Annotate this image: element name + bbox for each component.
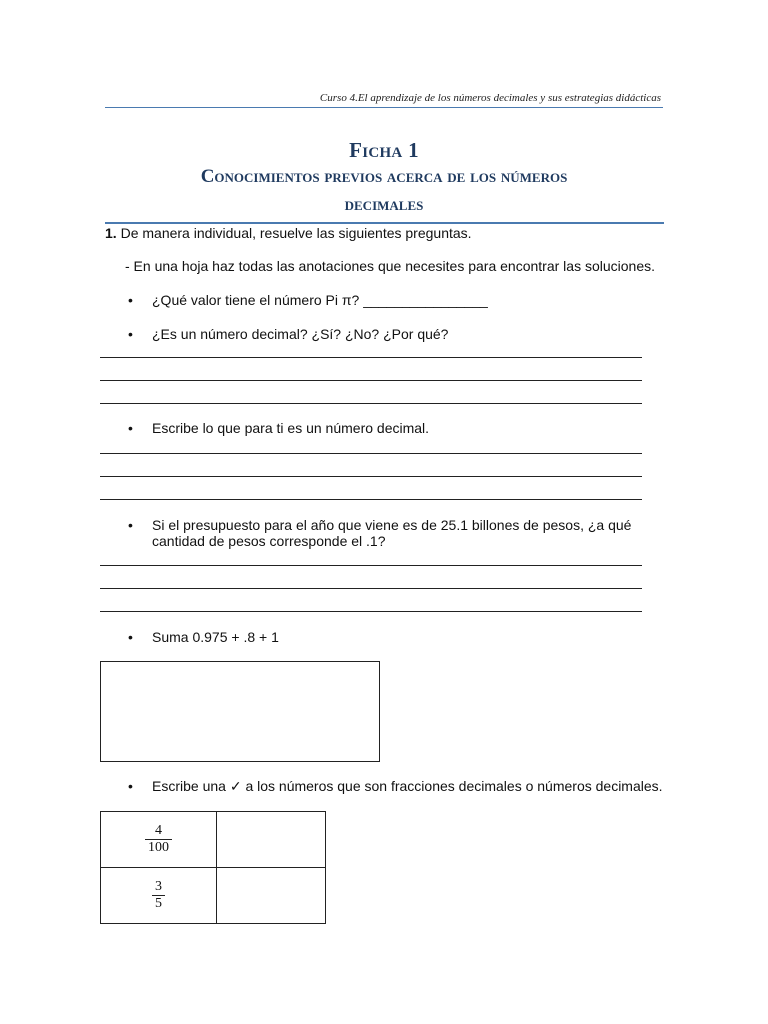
answer-line[interactable]: [100, 357, 642, 358]
page-title-line-2: decimales: [344, 194, 424, 215]
answer-line[interactable]: [100, 380, 642, 381]
sum-answer-box[interactable]: [100, 661, 380, 762]
fraction-numerator: 4: [155, 823, 162, 838]
fraction: [145, 823, 172, 856]
question-define-decimal: Escribe lo que para ti es un número decimal.: [152, 420, 430, 436]
fraction-denominator: 5: [152, 895, 165, 912]
bullet-icon: •: [128, 292, 133, 308]
question-check-decimals: Escribe una ✓ a los números que son fracciones decimales o números decimales.: [152, 778, 663, 794]
fraction-denominator: 100: [145, 839, 172, 856]
ficha-title: Ficha 1: [349, 138, 419, 162]
question-pi: ¿Qué valor tiene el número Pi π? ________________: [152, 292, 488, 308]
bullet-icon: •: [128, 778, 133, 794]
bullet-icon: •: [128, 517, 133, 533]
answer-line[interactable]: [100, 453, 642, 454]
table-row: [101, 868, 326, 924]
fraction-cell: [101, 812, 217, 868]
page-title-line-1: Conocimientos previos acerca de los números: [200, 166, 568, 187]
question-is-decimal: ¿Es un número decimal? ¿Sí? ¿No? ¿Por qué?: [152, 326, 449, 342]
question-budget-line-1: Si el presupuesto para el año que viene es de 25.1 billones de pesos, ¿a qué: [152, 517, 632, 533]
answer-line[interactable]: [100, 588, 642, 589]
answer-line[interactable]: [100, 611, 642, 612]
fraction-numerator: 3: [155, 879, 162, 894]
fractions-table: [100, 811, 326, 924]
answer-line[interactable]: [100, 476, 642, 477]
header-divider: [105, 107, 663, 108]
check-cell[interactable]: [217, 812, 326, 868]
instruction-note: - En una hoja haz todas las anotaciones que necesites para encontrar las soluciones.: [125, 258, 656, 274]
fraction-cell: [101, 868, 217, 924]
instruction-text: De manera individual, resuelve las siguientes preguntas.: [120, 225, 472, 241]
title-divider: [105, 222, 664, 224]
question-budget-line-2: cantidad de pesos corresponde el .1?: [152, 533, 386, 549]
table-row: [101, 812, 326, 868]
answer-line[interactable]: [100, 499, 642, 500]
bullet-icon: •: [128, 629, 133, 645]
course-header: Curso 4.El aprendizaje de los números decimales y sus estrategias didácticas: [319, 92, 661, 104]
answer-line[interactable]: [100, 403, 642, 404]
question-sum: Suma 0.975 + .8 + 1: [152, 629, 279, 645]
section-1-instruction: [105, 225, 472, 241]
bullet-icon: •: [128, 420, 133, 436]
answer-line[interactable]: [100, 565, 642, 566]
section-number: 1.: [105, 225, 117, 241]
check-cell[interactable]: [217, 868, 326, 924]
fraction: [152, 879, 165, 912]
bullet-icon: •: [128, 326, 133, 342]
